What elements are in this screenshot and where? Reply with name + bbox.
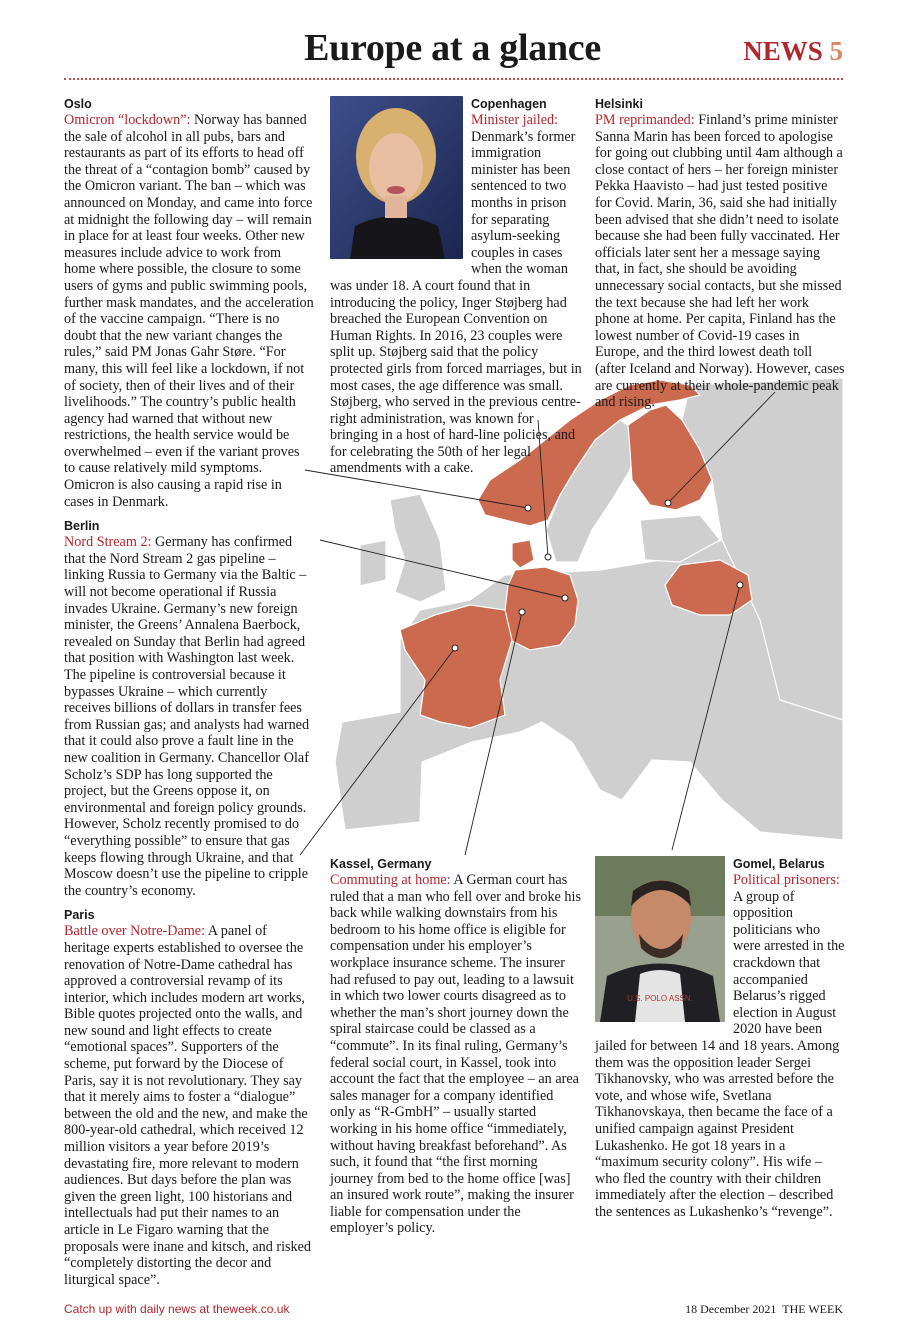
story-body: A panel of heritage experts established to oversee the renovation of Notre-Dame cathedral has approved a controversial revamp of its interior, which includes modern art works, Bible quotes projected onto the walls, and new sound and light effects to create “emotional spaces”. Supporters of the scheme, put forward by the Diocese of Paris, say it is not revolutionary. They say that it merely aims to foster a “dialogue” between the old and the new, and make the 800-year-old cathedral, which received 12 million visitors a year before 2019’s devastating fire, more relevant to modern audiences. But days before the plan was given the green light, 100 historians and intellectuals had put their names to an article in Le Figaro warning that the proposals were inane and kitsch, and risked “completely distorting the decor and liturgical space”. [64, 923, 312, 1288]
story-place: Copenhagen [471, 97, 547, 111]
footer-issue [685, 1302, 843, 1317]
middle-column [330, 96, 582, 1237]
story-kicker: Political prisoners: [733, 872, 840, 888]
story-paris [64, 907, 314, 1288]
right-column [595, 96, 845, 1220]
story-kicker: Battle over Notre-Dame: [64, 923, 206, 940]
footer-date: 18 December 2021 [685, 1302, 777, 1317]
story-body: Norway has banned the sale of alcohol in all pubs, bars and restaurants as part of its efforts to head off the threat of a “contagion bomb” caused by the Omicron variant. The ban – which was announced on Monday, and came into force at midnight the following day – will remain in place for at least four weeks. Other new measures include advice to work from home where possible, the closure to some users of gyms and public swimming pools, further mask mandates, and the acceleration of the vaccine campaign. “There is no doubt that the new variant changes the rules,” said PM Jonas Gahr Støre. “For many, this will feel like a lockdown, if not of society, then of their lives and of their livelihoods.” The country’s public health agency had warned that without new restrictions, the health service would be overwhelmed – even if the variant proves to cause relatively mild symptoms. Omicron is also causing a rapid rise in cases in Denmark. [64, 112, 314, 510]
page-title: Europe at a glance [304, 27, 601, 69]
story-body: A German court has ruled that a man who fell over and broke his back while walking downstairs from his bedroom to his home office is eligible for compensation under his employer’s workplace insurance scheme. The insurer had refused to pay out, leading to a lawsuit in which two lower courts disagreed as to whether the man’s short journey down the spiral staircase could be classed as a “commute”. In its final ruling, Germany’s federal social court, in Kassel, took into account the fact that the employee – an area sales manager for a company identified only as “R-GmbH” – usually started working in his home office “immediately, without having breakfast beforehand”. As such, it found that “the first morning journey from bed to the home office [was] an insured work route”, making the insurer liable for compensation under the employer’s policy. [330, 872, 581, 1237]
story-kicker: Nord Stream 2: [64, 534, 152, 551]
story-place: Helsinki [595, 97, 643, 111]
story-place: Kassel, Germany [330, 857, 432, 871]
story-place: Berlin [64, 519, 100, 534]
story-kicker: Minister jailed: [471, 112, 559, 128]
page-number: 5 [829, 36, 843, 66]
section-label [743, 36, 843, 67]
story-place: Paris [64, 908, 95, 923]
shirt-logo-text: U.S. POLO ASSN. [627, 994, 693, 1003]
story-berlin [64, 518, 314, 899]
story-body: Finland’s prime minister Sanna Marin has been forced to apologise for going out clubbing until 4am although a close contact of hers – her foreign minister Pekka Haavisto – had just tested positive for Covid. Marin, 36, said she had initially been advised that she didn’t need to isolate because she had been fully vaccinated. Her officials later sent her a message saying that, in fact, she should be avoiding unnecessary social contacts, but she missed the text because she had left her work phone at home. Per capita, Finland has the lowest number of Covid-19 cases in Europe, and the third lowest death toll (after Iceland and Norway). However, cases are currently at their whole-pandemic peak and rising. [595, 112, 845, 411]
story-copenhagen [330, 96, 582, 848]
story-place: Oslo [64, 97, 92, 111]
story-kicker: PM reprimanded: [595, 112, 695, 128]
footer-promo-link[interactable]: Catch up with daily news at theweek.co.uk [64, 1302, 290, 1317]
story-gomel [595, 856, 845, 1220]
left-column [64, 96, 314, 1288]
story-place: Gomel, Belarus [733, 857, 825, 871]
story-body: Denmark’s former immigration minister has been sentenced to two months in prison for separating asylum-seeking couples in cases when the woman was under 18. A court found that in introducing the policy, Inger Støjberg had breached the European Convention on Human Rights. In 2016, 23 couples were split up. Støjberg said that the policy protected girls from forced marriages, but in most cases, the age difference was small. Støjberg, who served in the previous centre-right administration, was known for bringing in a host of hard-line policies, and for celebrating the 50th of her legal amendments with a cake. [330, 128, 582, 477]
story-kassel [330, 856, 582, 1237]
photo-sergei-tikhanovsky [595, 856, 725, 1022]
story-helsinki [595, 96, 845, 848]
story-body: Germany has confirmed that the Nord Stream 2 gas pipeline – linking Russia to Germany via the Baltic – will not become operational if Russia invades Ukraine. Germany’s new foreign minister, the Greens’ Annalena Baerbock, revealed on Sunday that Berlin had agreed that position with Washington last week. The pipeline is controversial because it bypasses Ukraine – which currently receives billions of dollars in transfer fees from Russian gas; and analysts had warned that it could also prove a fault line in the new coalition in Germany. Chancellor Olaf Scholz’s SDP has long supported the project, but the Greens oppose it, on environmental and foreign policy grounds. However, Scholz recently promised to do “everything possible” to ensure that gas keeps flowing through Ukraine, and that Moscow doesn’t use the pipeline to cripple the country’s economy. [64, 534, 310, 899]
section-name: NEWS [743, 36, 823, 66]
story-kicker: Commuting at home: [330, 872, 451, 888]
page-footer [0, 1288, 905, 1337]
story-kicker: Omicron “lockdown”: [64, 112, 191, 128]
story-oslo [64, 96, 314, 510]
story-body: A group of opposition politicians who were arrested in the crackdown that accompanied Belarus’s rigged election in August 2020 have been jailed for between 14 and 18 years. Among them was the opposition leader Sergei Tikhanovsky, who was arrested before the vote, and whose wife, Svetlana Tikhanovskaya, then became the face of a unified campaign against President Lukashenko. He got 18 years in a “maximum security colony”. His wife – who fled the country with their children immediately after the election – described the sentences as Lukashenko’s “revenge”. [595, 888, 845, 1220]
photo-inger-stojberg [330, 96, 463, 259]
footer-publication: THE WEEK [782, 1302, 843, 1317]
